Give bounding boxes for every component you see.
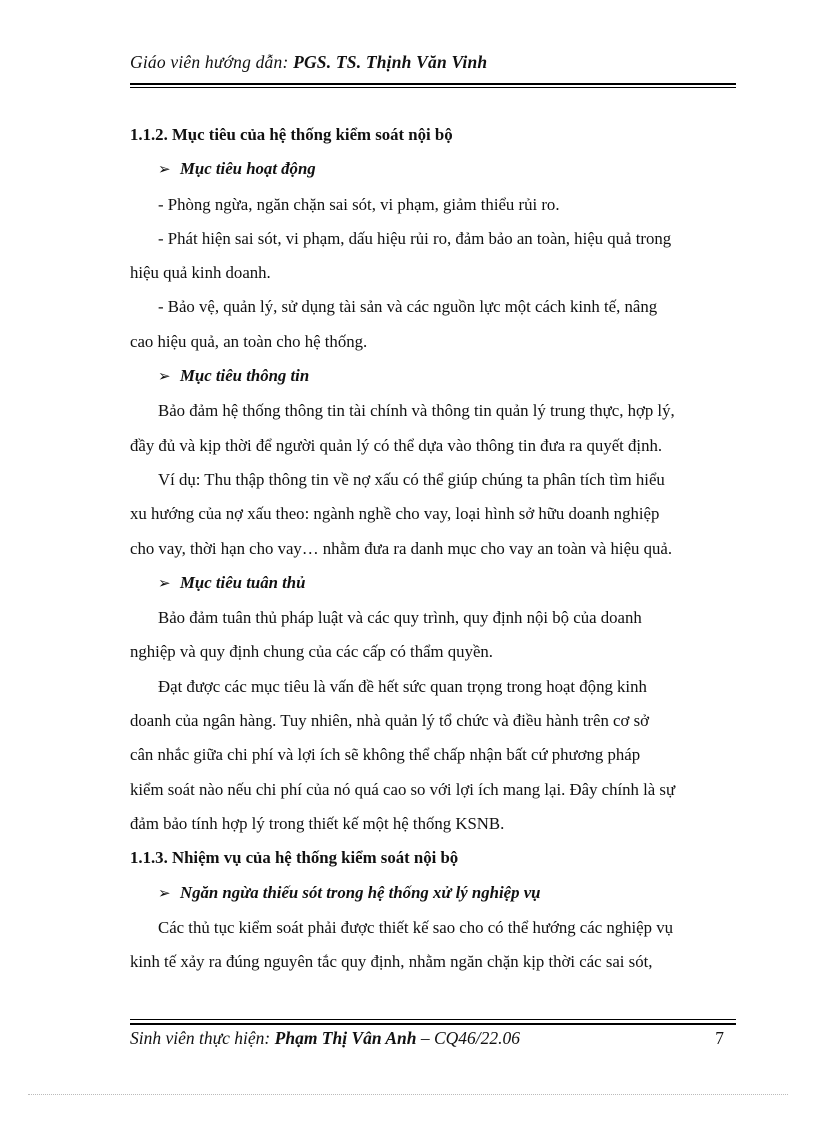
paragraph-line: kiểm soát nào nếu chi phí của nó quá cao so với lợi ích mang lại. Đây chính là sự xyxy=(130,779,676,799)
bullet-heading-text: Mục tiêu tuân thủ xyxy=(180,572,306,592)
paragraph-line: cao hiệu quả, an toàn cho hệ thống. xyxy=(130,331,368,351)
section-title-1-1-2: 1.1.2. Mục tiêu của hệ thống kiểm soát nội bộ xyxy=(130,125,453,144)
footer-author xyxy=(130,1028,520,1049)
paragraph-line: đảm bảo tính hợp lý trong thiết kế một hệ thống KSNB. xyxy=(130,813,505,833)
paragraph-line: doanh của ngân hàng. Tuy nhiên, nhà quản lý tổ chức và điều hành trên cơ sở xyxy=(130,711,649,731)
paragraph-line: kinh tế xảy ra đúng nguyên tắc quy định, nhằm ngăn chặn kịp thời các sai sót, xyxy=(130,952,653,972)
paragraph-line: Bảo đảm tuân thủ pháp luật và các quy trình, quy định nội bộ của doanh xyxy=(158,608,642,628)
page-number: 7 xyxy=(715,1028,724,1048)
page-header xyxy=(130,52,740,73)
footer-class-code: – CQ46/22.06 xyxy=(416,1028,521,1048)
page-body xyxy=(130,118,740,979)
bullet-heading-operational xyxy=(158,152,740,187)
paragraph-line: Đạt được các mục tiêu là vấn đề hết sức quan trọng trong hoạt động kinh xyxy=(158,676,647,696)
page-bottom-dotted-divider xyxy=(28,1094,788,1095)
paragraph-line: Các thủ tục kiểm soát phải được thiết kế sao cho có thể hướng các nghiệp vụ xyxy=(158,917,673,937)
header-supervisor-name: PGS. TS. Thịnh Văn Vinh xyxy=(293,52,488,72)
paragraph-line: cân nhắc giữa chi phí và lợi ích sẽ không thể chấp nhận bất cứ phương pháp xyxy=(130,745,641,765)
page-footer xyxy=(130,1028,736,1049)
arrow-bullet-icon: ➢ xyxy=(158,885,171,902)
header-rule-thick xyxy=(130,83,736,85)
arrow-bullet-icon: ➢ xyxy=(158,162,171,179)
paragraph-line: Ví dụ: Thu thập thông tin về nợ xấu có thể giúp chúng ta phân tích tìm hiểu xyxy=(158,469,665,489)
footer-rule-thin xyxy=(130,1019,736,1020)
footer-label: Sinh viên thực hiện: xyxy=(130,1028,271,1048)
paragraph-line: xu hướng của nợ xấu theo: ngành nghề cho vay, loại hình sở hữu doanh nghiệp xyxy=(130,504,660,524)
paragraph-line: cho vay, thời hạn cho vay… nhằm đưa ra danh mục cho vay an toàn và hiệu quả. xyxy=(130,538,673,558)
section-title-1-1-3: 1.1.3. Nhiệm vụ của hệ thống kiểm soát nội bộ xyxy=(130,848,459,868)
bullet-heading-text: Ngăn ngừa thiếu sót trong hệ thống xử lý nghiệp vụ xyxy=(180,882,541,902)
paragraph-line: - Phòng ngừa, ngăn chặn sai sót, vi phạm, giảm thiểu rủi ro. xyxy=(158,194,560,214)
arrow-bullet-icon: ➢ xyxy=(158,575,171,592)
footer-rule-thick xyxy=(130,1023,736,1025)
bullet-heading-text: Mục tiêu hoạt động xyxy=(180,159,316,179)
header-rule-thin xyxy=(130,87,736,88)
paragraph-line: Bảo đảm hệ thống thông tin tài chính và thông tin quản lý trung thực, hợp lý, xyxy=(158,401,675,421)
bullet-heading-text: Mục tiêu thông tin xyxy=(180,366,310,386)
paragraph-line: - Bảo vệ, quản lý, sử dụng tài sản và các nguồn lực một cách kinh tế, nâng xyxy=(158,297,658,317)
header-label: Giáo viên hướng dẫn: xyxy=(130,52,289,72)
bullet-heading-prevention xyxy=(158,876,740,911)
paragraph-line: - Phát hiện sai sót, vi phạm, dấu hiệu rủi ro, đảm bảo an toàn, hiệu quả trong xyxy=(158,228,672,248)
bullet-heading-information xyxy=(158,359,740,394)
footer-student-name: Phạm Thị Vân Anh xyxy=(274,1028,417,1048)
bullet-heading-compliance xyxy=(158,566,740,601)
paragraph-line: hiệu quả kinh doanh. xyxy=(130,263,271,283)
arrow-bullet-icon: ➢ xyxy=(158,369,171,386)
paragraph-line: đầy đủ và kịp thời để người quản lý có thể dựa vào thông tin đưa ra quyết định. xyxy=(130,435,663,455)
paragraph-line: nghiệp và quy định chung của các cấp có thẩm quyền. xyxy=(130,642,494,662)
